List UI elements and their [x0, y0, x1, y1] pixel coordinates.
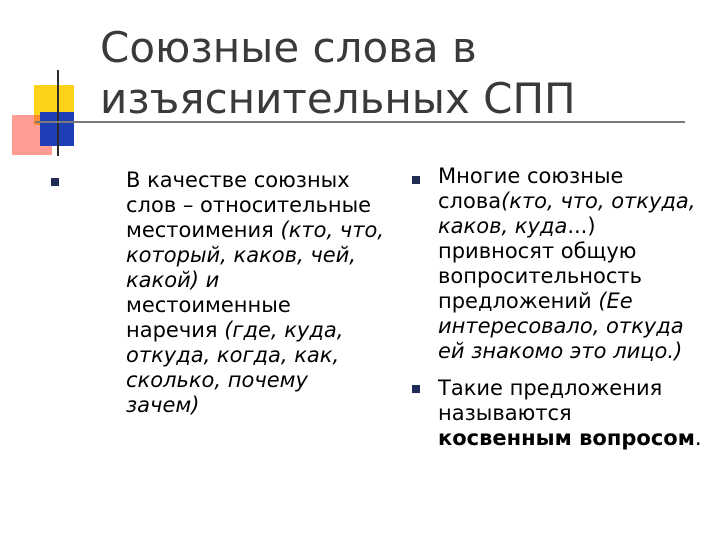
right1-text-2: (кто, что, откуда, каков, куда — [438, 189, 696, 238]
title-line-2: изъяснительных СПП — [100, 74, 576, 123]
title-line-1: Союзные слова в — [100, 23, 477, 72]
left-text-3: местоименные наречия — [126, 293, 291, 342]
right-paragraph-1 — [438, 164, 708, 364]
right1-text-3: ...) — [567, 214, 596, 238]
right2-text-bold: косвенным вопросом — [438, 426, 695, 450]
bullet-square-icon — [412, 176, 420, 184]
slide-title — [100, 22, 700, 124]
bullet-square-icon — [412, 385, 420, 393]
right1-text-5: (Ее интересовало, откуда ей знакомо это лицо.) — [438, 289, 684, 363]
right2-text-1: Такие предложения называются — [438, 376, 663, 425]
right1-text-1: Многие союзные слова — [438, 164, 624, 213]
right1-text-4: привносят общую вопросительность предложений — [438, 239, 643, 313]
right-paragraph-2 — [438, 376, 708, 451]
left-text-4: (где, куда, откуда, когда, как, сколько, почему зачем) — [126, 318, 344, 417]
right2-text-3: . — [694, 426, 702, 450]
bullet-square-icon — [51, 178, 59, 186]
left-text-2: (кто, что, который, каков, чей, какой) и — [126, 218, 384, 292]
left-paragraph — [126, 168, 386, 418]
left-text-1: В качестве союзных слов – относительные местоимения — [126, 168, 372, 242]
decor-vertical-line — [57, 70, 59, 156]
